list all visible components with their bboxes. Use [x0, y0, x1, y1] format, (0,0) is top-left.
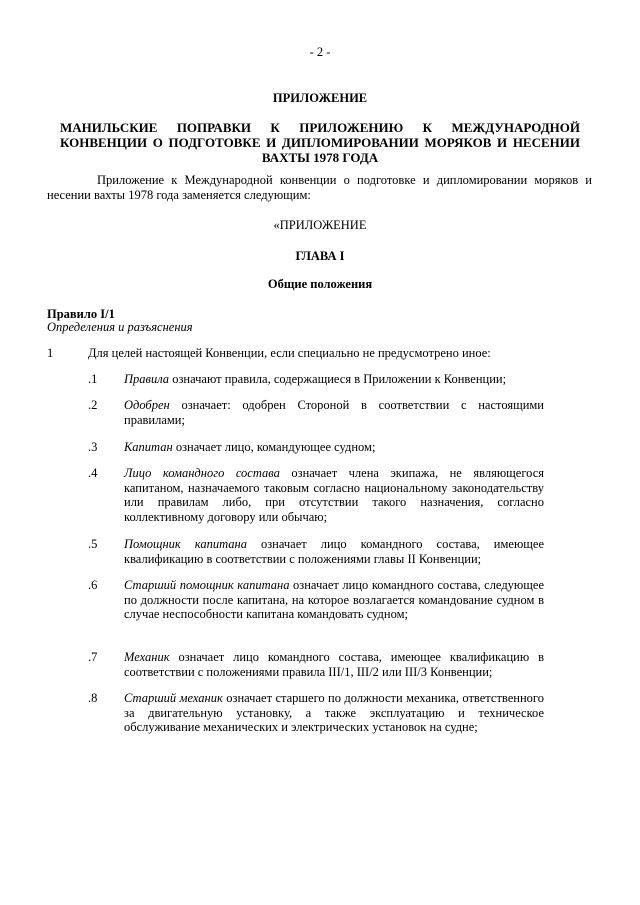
section-heading: Общие положения — [267, 277, 373, 291]
item-number: .5 — [88, 537, 98, 551]
definition-text: означает старшего по должности механика, ответственного за двигательную установку, а также эксплуатацию и техническое обслуживание механических и электрических установок на судне; — [124, 691, 544, 734]
definition-text: означает лицо, командующее судном; — [172, 440, 376, 454]
definition-item — [124, 398, 544, 427]
intro-paragraph: Приложение к Международной конвенции о подготовке и дипломировании моряков и несении вахты 1978 года заменяется следующим: — [47, 173, 592, 202]
annex-heading: ПРИЛОЖЕНИЕ — [272, 91, 368, 105]
document-title: МАНИЛЬСКИЕ ПОПРАВКИ К ПРИЛОЖЕНИЮ К МЕЖДУНАРОДНОЙ КОНВЕНЦИИ О ПОДГОТОВКЕ И ДИПЛОМИРОВАНИИ МОРЯКОВ И НЕСЕНИИ ВАХТЫ 1978 ГОДА — [60, 120, 580, 165]
page-number: - 2 - — [309, 45, 331, 59]
definition-item — [124, 440, 544, 455]
definition-text: означает лицо командного состава, следующее по должности после капитана, на которое возлагается командование судном в случае неспособности капитана командовать судном; — [124, 578, 544, 621]
definition-text: означает лицо командного состава, имеющее квалификацию в соответствии с положениями главы II Конвенции; — [124, 537, 544, 566]
item-number: .6 — [88, 578, 98, 592]
definition-text: означает: одобрен Стороной в соответствии с настоящими правилами; — [124, 398, 544, 427]
regulation-subtitle: Определения и разъяснения — [47, 320, 193, 334]
paragraph-number: 1 — [47, 346, 54, 360]
definition-item — [124, 372, 544, 387]
definition-item — [124, 466, 544, 524]
definition-text: означает члена экипажа, не являющегося капитаном, назначаемого таковым согласно национальному законодательству или правилам либо, при отсутствии такого назначения, согласно коллективному договору или обычаю; — [124, 466, 544, 524]
defined-term: Капитан — [124, 440, 173, 454]
definition-text: означают правила, содержащиеся в Приложении к Конвенции; — [169, 372, 507, 386]
defined-term: Одобрен — [124, 398, 170, 412]
definition-text: означает лицо командного состава, имеющее квалификацию в соответствии с положениями правила III/1, III/2 или III/3 Конвенции; — [124, 650, 544, 679]
item-number: .1 — [88, 372, 98, 386]
defined-term: Правила — [124, 372, 170, 386]
defined-term: Лицо командного состава — [124, 466, 280, 480]
defined-term: Помощник капитана — [124, 537, 247, 551]
defined-term: Механик — [124, 650, 170, 664]
definition-item — [124, 650, 544, 679]
definition-item — [124, 537, 544, 566]
definition-item — [124, 578, 544, 622]
regulation-title: Правило I/1 — [47, 307, 115, 321]
item-number: .3 — [88, 440, 98, 454]
item-number: .4 — [88, 466, 98, 480]
item-number: .7 — [88, 650, 98, 664]
defined-term: Старший помощник капитана — [124, 578, 290, 592]
item-number: .2 — [88, 398, 98, 412]
item-number: .8 — [88, 691, 98, 705]
chapter-heading: ГЛАВА I — [295, 249, 345, 263]
definition-item — [124, 691, 544, 735]
paragraph-text: Для целей настоящей Конвенции, если специально не предусмотрено иное: — [88, 346, 491, 360]
defined-term: Старший механик — [124, 691, 223, 705]
annex-open-heading: «ПРИЛОЖЕНИЕ — [273, 218, 367, 232]
